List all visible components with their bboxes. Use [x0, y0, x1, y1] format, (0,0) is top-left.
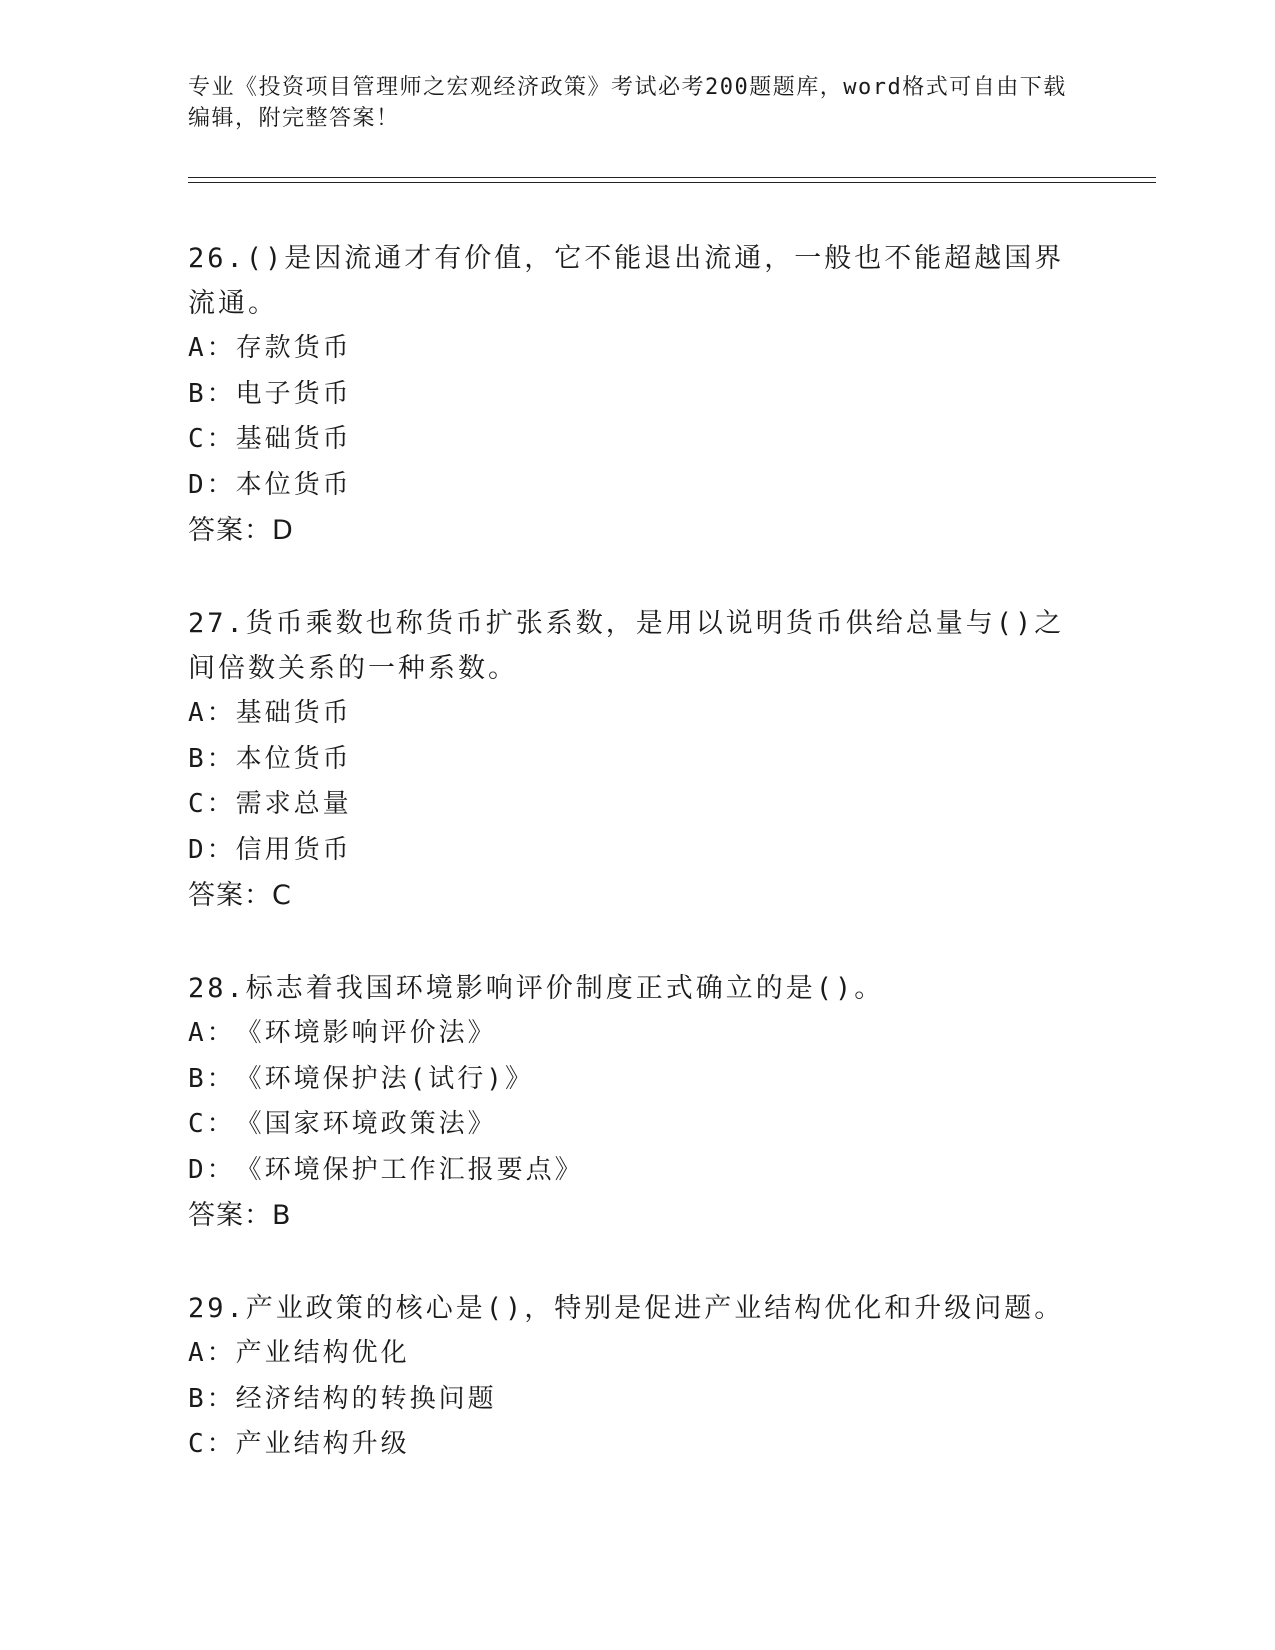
- option-key: A：: [188, 698, 236, 728]
- option-a: [188, 1011, 1088, 1057]
- option-text: 信用货币: [235, 834, 352, 865]
- option-text: 产业结构优化: [235, 1338, 410, 1368]
- option-text: 产业结构升级: [235, 1429, 410, 1459]
- document-header: 专业《投资项目管理师之宏观经济政策》考试必考200题题库，word格式可自由下载编辑，附完整答案！: [188, 75, 1067, 131]
- option-d: [188, 1148, 1088, 1194]
- option-key: D：: [188, 834, 236, 865]
- option-key: A：: [188, 1018, 236, 1048]
- option-d: [188, 828, 1088, 874]
- option-c: [188, 417, 1088, 463]
- option-b: [188, 1057, 1088, 1103]
- option-key: B：: [188, 1063, 236, 1094]
- header-divider-top: [188, 177, 1156, 178]
- question-28: [188, 966, 1088, 1238]
- question-stem: 28.标志着我国环境影响评价制度正式确立的是()。: [188, 973, 885, 1004]
- option-key: B：: [188, 378, 236, 409]
- option-text: 电子货币: [235, 378, 352, 409]
- question-29: [188, 1286, 1088, 1468]
- option-text: 基础货币: [235, 424, 352, 454]
- option-key: A：: [188, 1338, 236, 1368]
- option-a: [188, 691, 1088, 737]
- option-text: 《环境影响评价法》: [235, 1018, 497, 1048]
- header-divider-bottom: [188, 182, 1156, 183]
- option-key: D：: [188, 469, 236, 500]
- question-stem: 27.货币乘数也称货币扩张系数，是用以说明货币供给总量与()之间倍数关系的一种系数。: [188, 608, 1065, 684]
- option-text: 基础货币: [235, 698, 352, 728]
- option-d: [188, 463, 1088, 509]
- option-text: 存款货币: [235, 333, 352, 363]
- option-c: [188, 1102, 1088, 1148]
- option-text: 《环境保护工作汇报要点》: [235, 1154, 584, 1185]
- question-27: [188, 601, 1088, 918]
- option-text: 《环境保护法(试行)》: [235, 1063, 534, 1094]
- question-list: [188, 236, 1088, 1516]
- question-stem: 29.产业政策的核心是()，特别是促进产业结构优化和升级问题。: [188, 1293, 1065, 1324]
- option-b: [188, 372, 1088, 418]
- option-text: 经济结构的转换问题: [235, 1383, 497, 1414]
- option-key: B：: [188, 743, 236, 774]
- option-a: [188, 1331, 1088, 1377]
- option-a: [188, 326, 1088, 372]
- option-text: 《国家环境政策法》: [235, 1109, 497, 1139]
- option-key: B：: [188, 1383, 236, 1414]
- option-b: [188, 1377, 1088, 1423]
- option-key: C：: [188, 424, 236, 454]
- option-text: 需求总量: [235, 789, 352, 819]
- option-b: [188, 737, 1088, 783]
- option-text: 本位货币: [235, 469, 352, 500]
- question-26: [188, 236, 1088, 553]
- option-key: C：: [188, 789, 236, 819]
- answer-line: 答案：B: [188, 1200, 292, 1231]
- option-key: C：: [188, 1109, 236, 1139]
- answer-line: 答案：D: [188, 515, 294, 546]
- option-key: A：: [188, 333, 236, 363]
- option-c: [188, 782, 1088, 828]
- option-key: C：: [188, 1429, 236, 1459]
- question-stem: 26.()是因流通才有价值，它不能退出流通，一般也不能超越国界流通。: [188, 243, 1065, 319]
- option-c: [188, 1422, 1088, 1468]
- answer-line: 答案：C: [188, 880, 292, 911]
- option-text: 本位货币: [235, 743, 352, 774]
- option-key: D：: [188, 1154, 236, 1185]
